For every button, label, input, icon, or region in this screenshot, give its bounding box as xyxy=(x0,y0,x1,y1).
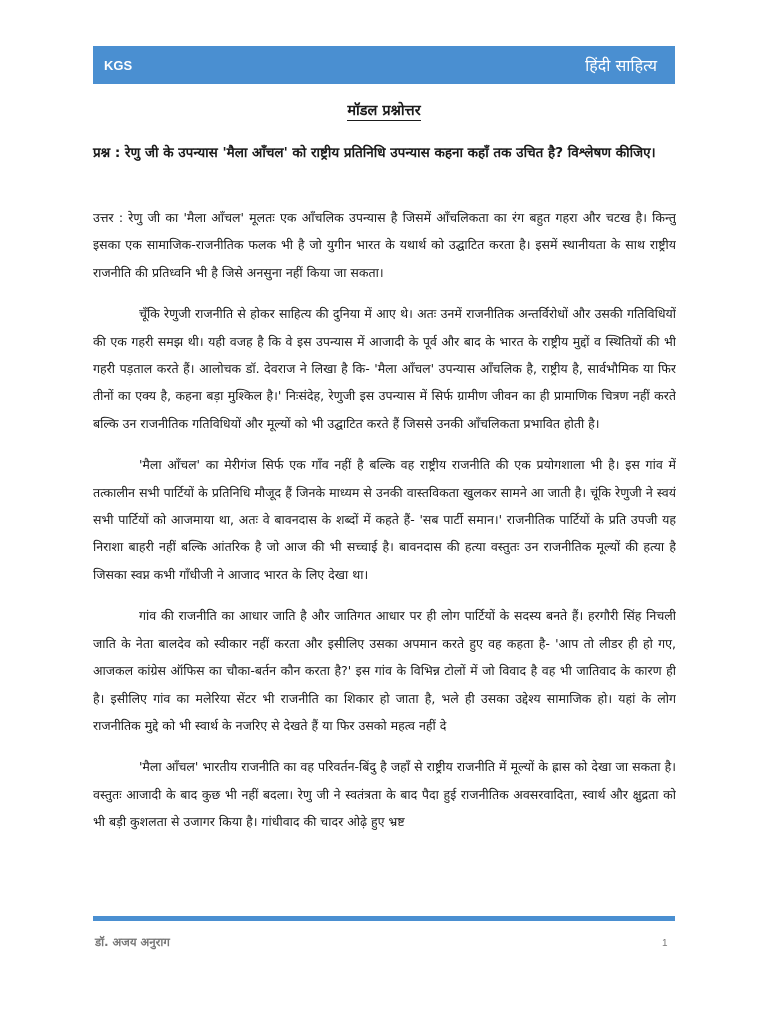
header-right-label: हिंदी साहित्य xyxy=(585,56,657,75)
footer-bar xyxy=(93,916,675,921)
answer-paragraph-3: 'मैला आँचल' का मेरीगंज सिर्फ एक गाँव नहीं है बल्कि वह राष्ट्रीय राजनीति की एक प्रयोगशाला भी है। इस गांव में तत्कालीन सभी पार्टियों के प्रतिनिधि मौजूद हैं जिनके माध्यम से उनकी वास्तविकता खुलकर सामने आ जाती है। चूंकि रेणुजी ने स्वयं सभी पार्टियों को आजमाया था, अतः वे बावनदास के शब्दों में कहते हैं- 'सब पार्टी समान।' राजनीतिक पार्टियों के प्रति उपजी यह निराशा बाहरी नहीं बल्कि आंतरिक है जो आज की भी सच्चाई है। बावनदास की हत्या वस्तुतः उन राजनीतिक मूल्यों की हत्या है जिसका स्वप्न कभी गाँधीजी ने आजाद भारत के लिए देखा था। xyxy=(93,457,676,582)
question-text: प्रश्न : रेणु जी के उपन्यास 'मैला आँचल' को राष्ट्रीय प्रतिनिधि उपन्यास कहना कहाँ तक उचित है? विश्लेषण कीजिए। xyxy=(93,145,656,161)
page-number: 1 xyxy=(662,938,668,949)
header-left-label: KGS xyxy=(104,57,133,73)
answer-paragraph-5: 'मैला आँचल' भारतीय राजनीति का वह परिवर्तन-बिंदु है जहाँ से राष्ट्रीय राजनीति में मूल्यों के ह्रास को देखा जा सकता है। वस्तुतः आजादी के बाद कुछ भी नहीं बदला। रेणु जी ने स्वतंत्रता के बाद पैदा हुई राजनीतिक अवसरवादिता, स्वार्थ और क्षुद्रता को भी बड़ी कुशलता से उजागर किया है। गांधीवाद की चादर ओढ़े हुए भ्रष्ट xyxy=(93,759,676,830)
document-title xyxy=(0,100,768,120)
footer-author: डॉ. अजय अनुराग xyxy=(95,935,170,949)
answer-body xyxy=(93,204,676,876)
document-title-text: मॉडल प्रश्नोत्तर xyxy=(347,103,421,119)
answer-paragraph-2: चूँकि रेणुजी राजनीति से होकर साहित्य की दुनिया में आए थे। अतः उनमें राजनीतिक अन्तर्विरोधों और उसकी गतिविधियों की एक गहरी समझ थी। यही वजह है कि वे इस उपन्यास में आजादी के पूर्व और बाद के भारत के राष्ट्रीय मुद्दों व स्थितियों की भी गहरी पड़ताल करते हैं। आलोचक डॉ. देवराज ने लिखा है कि- 'मैला आँचल' उपन्यास आँचलिक है, राष्ट्रीय है, सार्वभौमिक या फिर तीनों का एक्य है, कहना बड़ा मुश्किल है।' निःसंदेह, रेणुजी इस उपन्यास में सिर्फ ग्रामीण जीवन का ही प्रामाणिक चित्रण नहीं करते बल्कि उन राजनीतिक गतिविधियों और मूल्यों को भी उद्घाटित करते हैं जिससे उनकी आँचलिकता प्रभावित होती है। xyxy=(93,306,676,431)
answer-paragraph-4: गांव की राजनीति का आधार जाति है और जातिगत आधार पर ही लोग पार्टियों के सदस्य बनते हैं। हरगौरी सिंह निचली जाति के नेता बालदेव को स्वीकार नहीं करता और इसीलिए उसका अपमान करते हुए वह कहता है- 'आप तो लीडर ही हो गए, आजकल कांग्रेस ऑफिस का चौका-बर्तन कौन करता है?' इस गांव के विभिन्न टोलों में जो विवाद है वह भी जातिवाद के कारण ही है। इसीलिए गांव का मलेरिया सेंटर भी राजनीति का शिकार हो जाता है, भले ही उसका उद्देश्य सामाजिक हो। यहां के लोग राजनीतिक मुद्दे को भी स्वार्थ के नजरिए से देखते हैं या फिर उसको महत्व नहीं दे xyxy=(93,608,676,733)
header-bar xyxy=(93,46,675,84)
answer-paragraph-1: उत्तर : रेणु जी का 'मैला आँचल' मूलतः एक आँचलिक उपन्यास है जिसमें आँचलिकता का रंग बहुत गहरा और चटख है। किन्तु इसका एक सामाजिक-राजनीतिक फलक भी है जो युगीन भारत के यथार्थ को उद्घाटित करता है। इसमें स्थानीयता के साथ राष्ट्रीय राजनीति की प्रतिध्वनि भी है जिसे अनसुना नहीं किया जा सकता। xyxy=(93,210,676,280)
